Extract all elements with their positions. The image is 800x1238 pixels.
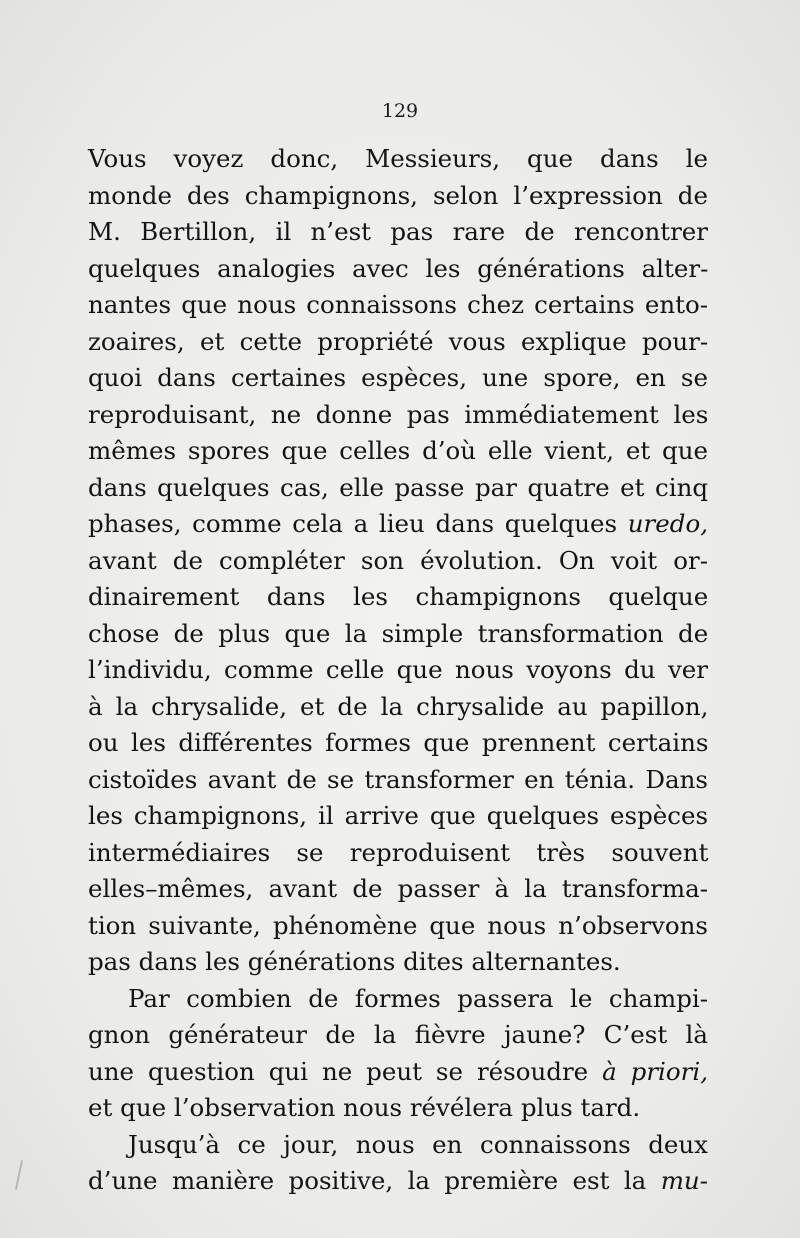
text-line: intermédiaires se reproduisent très souvent	[88, 837, 709, 867]
text-line: une question qui ne peut se résoudre à priori,	[88, 1056, 708, 1086]
text-line: mêmes spores que celles d’où elle vient, et que	[88, 436, 708, 465]
text-line: dans quelques cas, elle passe par quatre et cinq	[88, 472, 709, 502]
text-line: avant de compléter son évolution. On voit or-	[88, 545, 708, 575]
italic-phrase: à priori,	[602, 1056, 708, 1086]
text-line: tion suivante, phénomène que nous n’observons	[88, 910, 708, 940]
margin-mark	[15, 1160, 23, 1190]
italic-word: mu-	[660, 1166, 708, 1195]
text-line: nantes que nous connaissons chez certains ento-	[88, 290, 709, 319]
italic-word: uredo,	[627, 509, 708, 538]
text-line: à la chrysalide, et de la chrysalide au papillon,	[88, 691, 709, 721]
text-line: Par combien de formes passera le champi-	[128, 983, 708, 1013]
text-line: gnon générateur de la fièvre jaune? C’est là	[88, 1020, 708, 1049]
text-line: Vous voyez donc, Messieurs, que dans le	[88, 144, 708, 173]
body-text	[88, 141, 708, 1200]
paragraph-1	[88, 141, 708, 981]
paragraph-3	[88, 1127, 708, 1200]
text-line: cistoïdes avant de se transformer en ténia. Dans	[88, 764, 708, 794]
text-line: Jusqu’à ce jour, nous en connaissons deux	[128, 1129, 708, 1159]
text-line: quoi dans certaines espèces, une spore, en se	[88, 363, 708, 392]
text-line: dinairement dans les champignons quelque	[88, 582, 709, 611]
text-line: et que l’observation nous révélera plus tard.	[88, 1093, 641, 1122]
text-line: d’une manière positive, la première est la mu-	[88, 1166, 708, 1195]
text-line: phases, comme cela a lieu dans quelques uredo,	[88, 509, 708, 538]
text-line: quelques analogies avec les générations alter-	[88, 253, 709, 283]
paragraph-2	[88, 981, 708, 1127]
text-line: elles–mêmes, avant de passer à la transforma-	[88, 874, 708, 903]
text-line: chose de plus que la simple transformation de	[88, 618, 709, 648]
text-line: pas dans les générations dites alternantes.	[88, 947, 621, 976]
text-line: zoaires, et cette propriété vous explique pour-	[88, 326, 709, 356]
page-number: 129	[381, 100, 419, 122]
text-line: reproduisant, ne donne pas immédiatement les	[88, 399, 709, 429]
text-line: les champignons, il arrive que quelques espèces	[88, 801, 709, 830]
text-line: l’individu, comme celle que nous voyons du ver	[88, 655, 708, 684]
text-line: ou les différentes formes que prennent certains	[88, 728, 709, 757]
text-line: M. Bertillon, il n’est pas rare de rencontrer	[88, 217, 709, 246]
text-line: monde des champignons, selon l’expression de	[88, 180, 708, 210]
